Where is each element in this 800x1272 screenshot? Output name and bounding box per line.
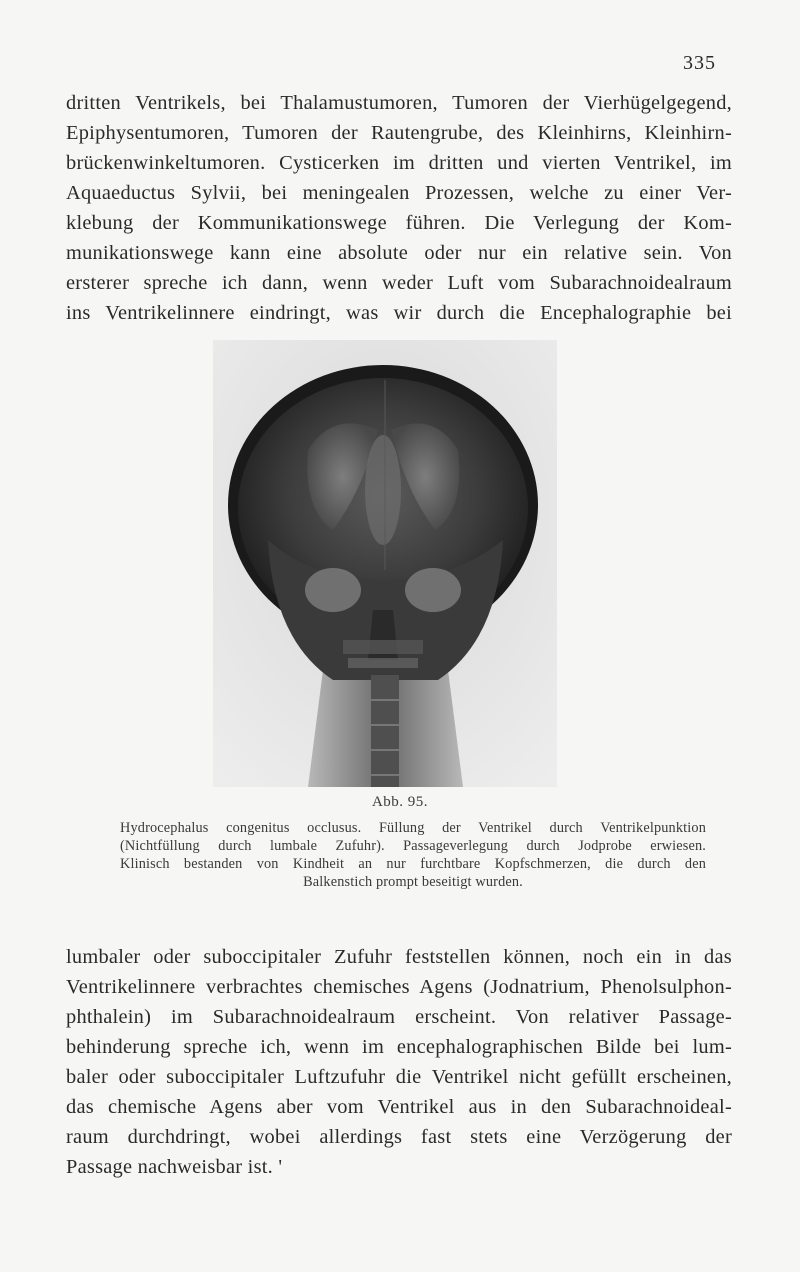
page-number: 335 bbox=[683, 52, 716, 74]
top-paragraph bbox=[66, 88, 732, 328]
caption-line: Balkenstich prompt beseitigt wurden. bbox=[303, 874, 523, 890]
xray-figure bbox=[213, 340, 557, 787]
text-line: Passage nachweisbar ist. ' bbox=[66, 1156, 283, 1178]
text-line: behinderung spreche ich, wenn im encephalographischen Bilde bei lum- bbox=[66, 1036, 732, 1058]
figure-caption bbox=[120, 819, 706, 891]
text-line: Aquaeductus Sylvii, bei meningealen Prozessen, welche zu einer Ver- bbox=[66, 182, 732, 204]
text-line: munikationswege kann eine absolute oder nur ein relative sein. Von bbox=[66, 242, 732, 264]
text-line: Epiphysentumoren, Tumoren der Rautengrube, des Kleinhirns, Kleinhirn- bbox=[66, 122, 732, 144]
text-line: lumbaler oder suboccipitaler Zufuhr feststellen können, noch ein in das bbox=[66, 946, 732, 968]
text-line: baler oder suboccipitaler Luftzufuhr die Ventrikel nicht gefüllt erscheinen, bbox=[66, 1066, 732, 1088]
skull-xray-image bbox=[213, 340, 557, 787]
text-line: raum durchdringt, wobei allerdings fast stets eine Verzögerung der bbox=[66, 1126, 732, 1148]
text-line: brückenwinkeltumoren. Cysticerken im dritten und vierten Ventrikel, im bbox=[66, 152, 732, 174]
figure-label: Abb. 95. bbox=[371, 794, 429, 810]
caption-line: Hydrocephalus congenitus occlusus. Füllung der Ventrikel durch Ventrikelpunktion bbox=[120, 820, 706, 836]
bottom-paragraph bbox=[66, 942, 732, 1182]
text-line: dritten Ventrikels, bei Thalamustumoren, Tumoren der Vierhügelgegend, bbox=[66, 92, 732, 114]
text-line: phthalein) im Subarachnoidealraum erscheint. Von relativer Passage- bbox=[66, 1006, 732, 1028]
caption-line: Klinisch bestanden von Kindheit an nur furchtbare Kopfschmerzen, die durch den bbox=[120, 856, 706, 872]
caption-line: (Nichtfüllung durch lumbale Zufuhr). Passageverlegung durch Jodprobe erwiesen. bbox=[120, 838, 706, 854]
text-line: Ventrikelinnere verbrachtes chemisches Agens (Jodnatrium, Phenolsulphon- bbox=[66, 976, 732, 998]
text-line: das chemische Agens aber vom Ventrikel aus in den Subarachnoideal- bbox=[66, 1096, 732, 1118]
text-line: ins Ventrikelinnere eindringt, was wir durch die Encephalographie bei bbox=[66, 302, 732, 324]
text-line: ersterer spreche ich dann, wenn weder Luft vom Subarachnoidealraum bbox=[66, 272, 732, 294]
text-line: klebung der Kommunikationswege führen. Die Verlegung der Kom- bbox=[66, 212, 732, 234]
